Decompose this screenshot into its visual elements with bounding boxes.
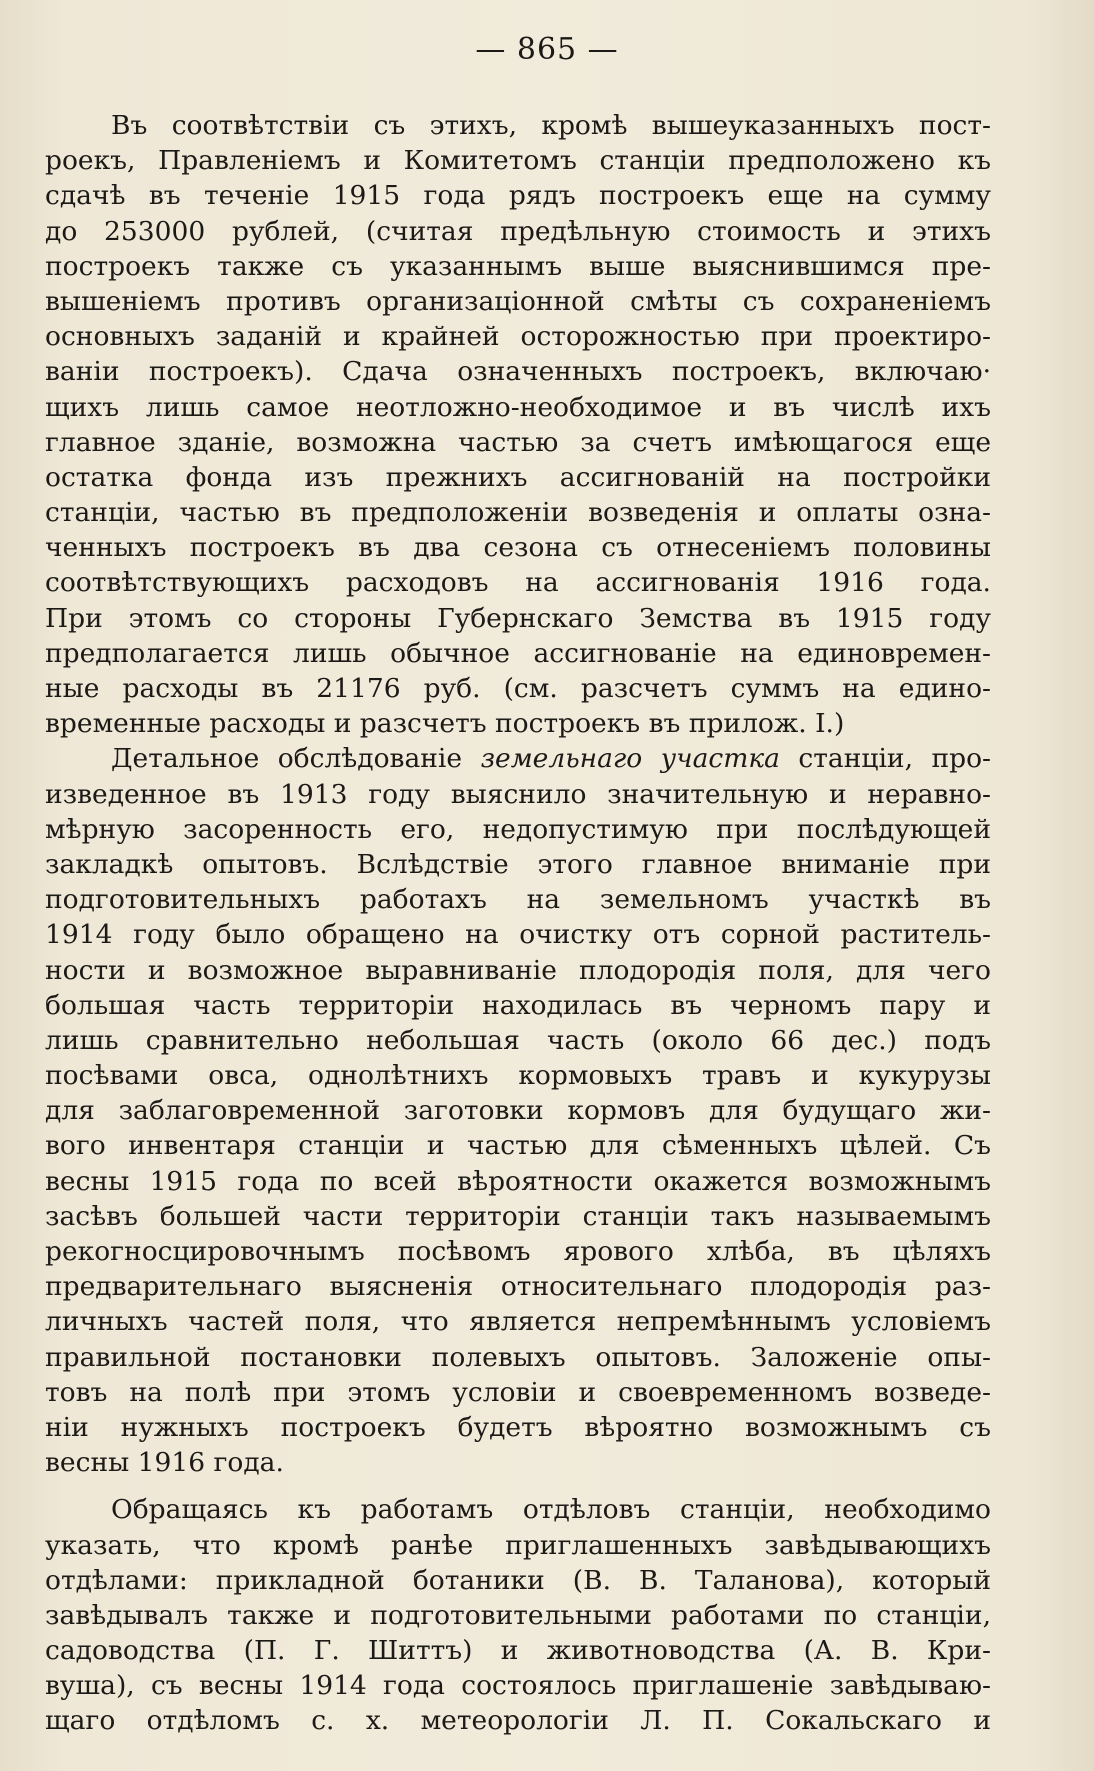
- text-line: [45, 108, 991, 143]
- text-line: [45, 178, 991, 213]
- text-line: [45, 1234, 991, 1269]
- text-line: [45, 1668, 991, 1703]
- text-line-content: засѣвъ большей части территоріи станціи такъ называемымъ: [45, 1200, 991, 1232]
- text-line: [45, 284, 991, 319]
- text-line-tail: станціи, про-: [779, 743, 991, 775]
- text-line-content: правильной постановки полевыхъ опытовъ. Заложеніе опы-: [45, 1341, 991, 1373]
- text-line-content: изведенное въ 1913 году выяснило значительную и неравно-: [45, 778, 991, 810]
- text-line: [45, 812, 991, 847]
- text-line-content: ные расходы въ 21176 руб. (см. разсчетъ суммъ на едино-: [45, 673, 991, 704]
- body-text: [45, 108, 991, 1739]
- text-line: [45, 706, 991, 741]
- text-line-content: рекогносцировочнымъ посѣвомъ ярового хлѣба, въ цѣляхъ: [45, 1236, 991, 1267]
- text-line: [45, 249, 991, 284]
- text-line: [45, 1164, 991, 1199]
- text-line: [45, 988, 991, 1023]
- text-line: [45, 390, 991, 425]
- text-line: [45, 671, 991, 706]
- text-line-content: товъ на полѣ при этомъ условіи и своевременномъ возведе-: [45, 1376, 991, 1408]
- page-number: — 865 —: [475, 32, 619, 67]
- text-line-content: щаго отдѣломъ с. х. метеорологіи Л. П. Сокальскаго и: [45, 1705, 991, 1737]
- text-line: [45, 1410, 991, 1445]
- text-line: [45, 354, 991, 389]
- text-line-content: весны 1916 года.: [45, 1447, 284, 1479]
- text-line-content: садоводства (П. Г. Шиттъ) и животноводства (А. В. Кри-: [45, 1635, 991, 1667]
- text-line-content: вого инвентаря станціи и частью для сѣменныхъ цѣлей. Съ: [45, 1130, 991, 1162]
- text-line-content: ченныхъ построекъ въ два сезона съ отнесеніемъ половины: [45, 532, 991, 564]
- text-line-content: мѣрную засоренность его, недопустимую при послѣдующей: [45, 813, 991, 845]
- text-line: [45, 1199, 991, 1234]
- text-line: [45, 847, 991, 882]
- text-line-content: указать, что кромѣ ранѣе приглашенныхъ завѣдывающихъ: [45, 1529, 991, 1561]
- text-line: [45, 1703, 991, 1738]
- text-line-content: главное зданіе, возможна частью за счетъ имѣющагося еще: [45, 426, 991, 458]
- text-line-content: ваніи построекъ). Сдача означенныхъ построекъ, включаю·: [45, 356, 991, 388]
- text-line-content: основныхъ заданій и крайней осторожностью при проектиро-: [45, 321, 991, 353]
- text-line: [45, 1093, 991, 1128]
- text-line-content: станціи, частью въ предположеніи возведенія и оплаты озна-: [45, 497, 991, 529]
- text-line-content: закладкѣ опытовъ. Вслѣдствіе этого главное вниманіе при: [45, 848, 991, 880]
- text-line: [45, 425, 991, 460]
- text-line-content: завѣдывалъ также и подготовительными работами по станціи,: [45, 1599, 991, 1631]
- text-line-content: роекъ, Правленіемъ и Комитетомъ станціи предположено къ: [45, 145, 991, 177]
- text-line: [45, 565, 991, 600]
- text-line-content: весны 1915 года по всей вѣроятности окажется возможнымъ: [45, 1165, 991, 1197]
- text-line: [45, 953, 991, 988]
- text-line-content: большая часть территоріи находилась въ черномъ пару и: [45, 989, 991, 1021]
- text-line-content: подготовительныхъ работахъ на земельномъ участкѣ въ: [45, 884, 991, 916]
- text-line: [45, 1598, 991, 1633]
- text-line-content: предварительнаго выясненія относительнаго плодородія раз-: [45, 1271, 991, 1303]
- text-line-content: Детальное обслѣдованіе: [111, 743, 481, 775]
- text-line: [45, 1375, 991, 1410]
- text-line-content: Въ соотвѣтствіи съ этихъ, кромѣ вышеуказанныхъ пост-: [111, 110, 991, 141]
- text-line: [45, 530, 991, 565]
- text-line-content: лишь сравнительно небольшая часть (около 66 дес.) подъ: [45, 1024, 991, 1056]
- text-line-content: остатка фонда изъ прежнихъ ассигнованій на постройки: [45, 461, 991, 493]
- text-line-content: При этомъ со стороны Губернскаго Земства въ 1915 году: [45, 602, 991, 634]
- text-line: [45, 917, 991, 952]
- text-line: [45, 319, 991, 354]
- text-line: [45, 1340, 991, 1375]
- text-line-content: отдѣлами: прикладной ботаники (В. В. Таланова), который: [45, 1564, 991, 1596]
- text-line: [45, 214, 991, 249]
- paragraph-gap: [45, 1480, 991, 1492]
- text-line-content: вышеніемъ противъ организаціонной смѣты съ сохраненіемъ: [45, 285, 991, 317]
- text-line-content: личныхъ частей поля, что является непремѣннымъ условіемъ: [45, 1306, 991, 1338]
- emphasized-term: земельнаго участка: [480, 743, 780, 775]
- text-line: [45, 460, 991, 495]
- text-line-content: ности и возможное выравниваніе плодородія поля, для чего: [45, 954, 991, 986]
- text-line-content: 1914 году было обращено на очистку отъ сорной раститель-: [45, 919, 991, 951]
- text-line: [45, 1492, 991, 1527]
- text-line: [45, 1023, 991, 1058]
- text-line-content: Обращаясь къ работамъ отдѣловъ станціи, необходимо: [111, 1494, 991, 1526]
- text-line: [45, 143, 991, 178]
- text-line: [45, 1633, 991, 1668]
- text-line: [45, 1304, 991, 1339]
- text-line: [45, 1269, 991, 1304]
- text-line: [45, 495, 991, 530]
- text-line-content: временные расходы и разсчетъ построекъ въ прилож. I.): [45, 708, 845, 740]
- text-line-content: щихъ лишь самое неотложно-необходимое и въ числѣ ихъ: [45, 391, 991, 423]
- text-line-content: вуша), съ весны 1914 года состоялось приглашеніе завѣдываю-: [45, 1670, 991, 1702]
- text-line: [45, 1128, 991, 1163]
- text-line: [45, 636, 991, 671]
- text-line-content: до 253000 рублей, (считая предѣльную стоимость и этихъ: [45, 215, 991, 247]
- text-line-content: соотвѣтствующихъ расходовъ на ассигнованія 1916 года.: [45, 567, 991, 599]
- text-line-content: ніи нужныхъ построекъ будетъ вѣроятно возможнымъ съ: [45, 1411, 991, 1443]
- text-line: [45, 601, 991, 636]
- text-line-content: построекъ также съ указаннымъ выше выяснившимся пре-: [45, 250, 991, 282]
- text-line-content: предполагается лишь обычное ассигнованіе на единовремен-: [45, 637, 991, 669]
- text-line: [45, 1058, 991, 1093]
- text-line: [45, 1528, 991, 1563]
- text-line: [45, 741, 991, 776]
- text-line: [45, 882, 991, 917]
- text-line-content: для заблаговременной заготовки кормовъ для будущаго жи-: [45, 1095, 991, 1127]
- text-line: [45, 1445, 991, 1480]
- text-line: [45, 1563, 991, 1598]
- text-line-content: посѣвами овса, однолѣтнихъ кормовыхъ травъ и кукурузы: [45, 1060, 991, 1092]
- text-line-content: сдачѣ въ теченіе 1915 года рядъ построекъ еще на сумму: [45, 180, 991, 212]
- text-line: [45, 777, 991, 812]
